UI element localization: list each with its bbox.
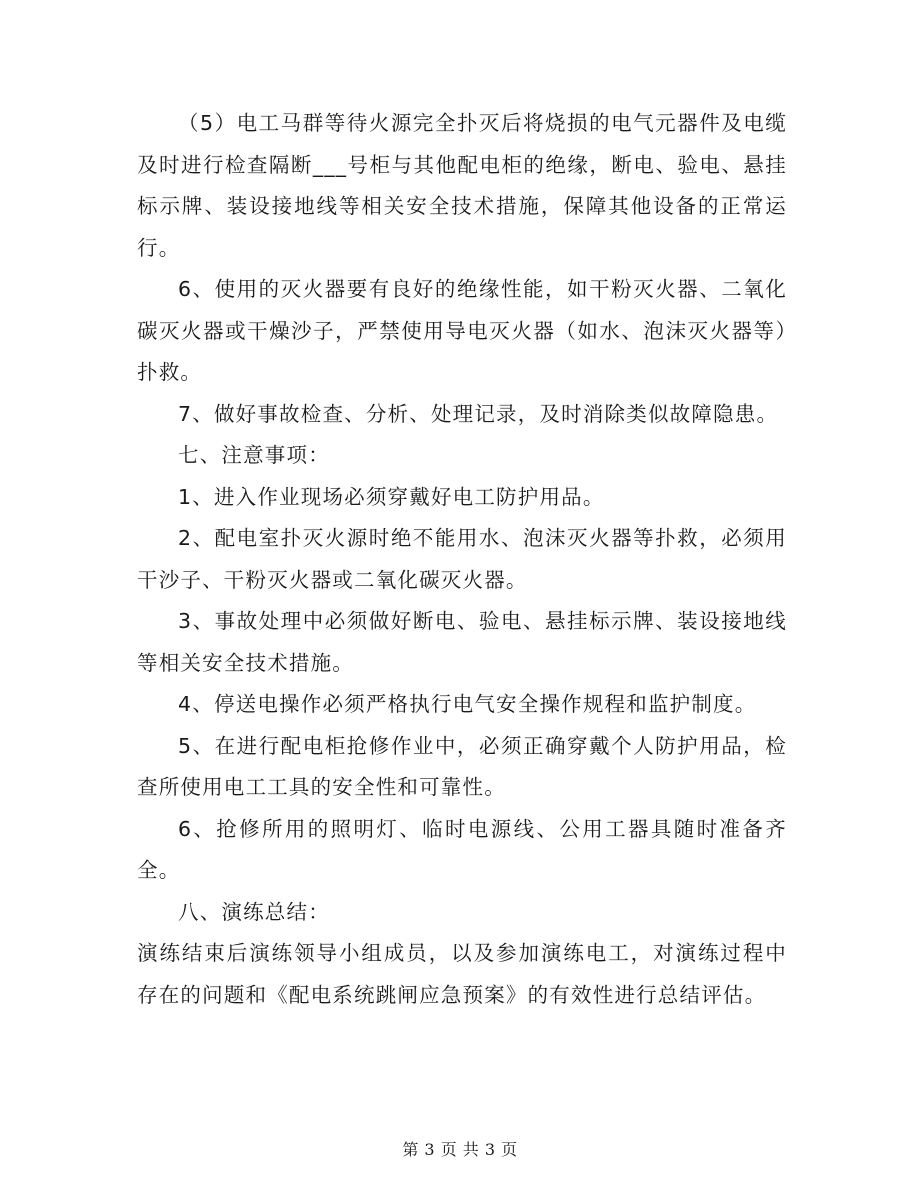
paragraph-precaution-5: 5、在进行配电柜抢修作业中，必须正确穿戴个人防护用品，检查所使用电工工具的安全性和可靠性。 bbox=[137, 733, 787, 799]
paragraph-drill-summary: 演练结束后演练领导小组成员，以及参加演练电工，对演练过程中存在的问题和《配电系统跳闸应急预案》的有效性进行总结评估。 bbox=[137, 941, 787, 1007]
paragraph-precaution-6: 6、抢修所用的照明灯、临时电源线、公用工器具随时准备齐全。 bbox=[137, 816, 787, 882]
section-heading-precautions: 七、注意事项： bbox=[178, 443, 330, 467]
paragraph-precaution-2: 2、配电室扑灭火源时绝不能用水、泡沫灭火器等扑救，必须用干沙子、干粉灭火器或二氧化碳灭火器。 bbox=[137, 526, 787, 592]
page-number-footer: 第 3 页 共 3 页 bbox=[402, 1140, 518, 1159]
document-body bbox=[137, 103, 787, 1016]
section-heading-drill-summary: 八、演练总结： bbox=[178, 899, 330, 924]
paragraph-precaution-4: 4、停送电操作必须严格执行电气安全操作规程和监护制度。 bbox=[178, 692, 757, 716]
paragraph-fire-handling-step5: （5）电工马群等待火源完全扑灭后将烧损的电气元器件及电缆及时进行检查隔断___号柜与其他配电柜的绝缘，断电、验电、悬挂标示牌、装设接地线等相关安全技术措施，保障其他设备的正常运行。 bbox=[137, 111, 787, 260]
paragraph-precaution-1: 1、进入作业现场必须穿戴好电工防护用品。 bbox=[178, 484, 605, 509]
paragraph-accident-record: 7、做好事故检查、分析、处理记录，及时消除类似故障隐患。 bbox=[178, 401, 779, 426]
paragraph-extinguisher-requirement: 6、使用的灭火器要有良好的绝缘性能，如干粉灭火器、二氧化碳灭火器或干燥沙子，严禁使用导电灭火器（如水、泡沫灭火器等）扑救。 bbox=[137, 277, 787, 384]
paragraph-precaution-3: 3、事故处理中必须做好断电、验电、悬挂标示牌、装设接地线等相关安全技术措施。 bbox=[137, 609, 787, 675]
